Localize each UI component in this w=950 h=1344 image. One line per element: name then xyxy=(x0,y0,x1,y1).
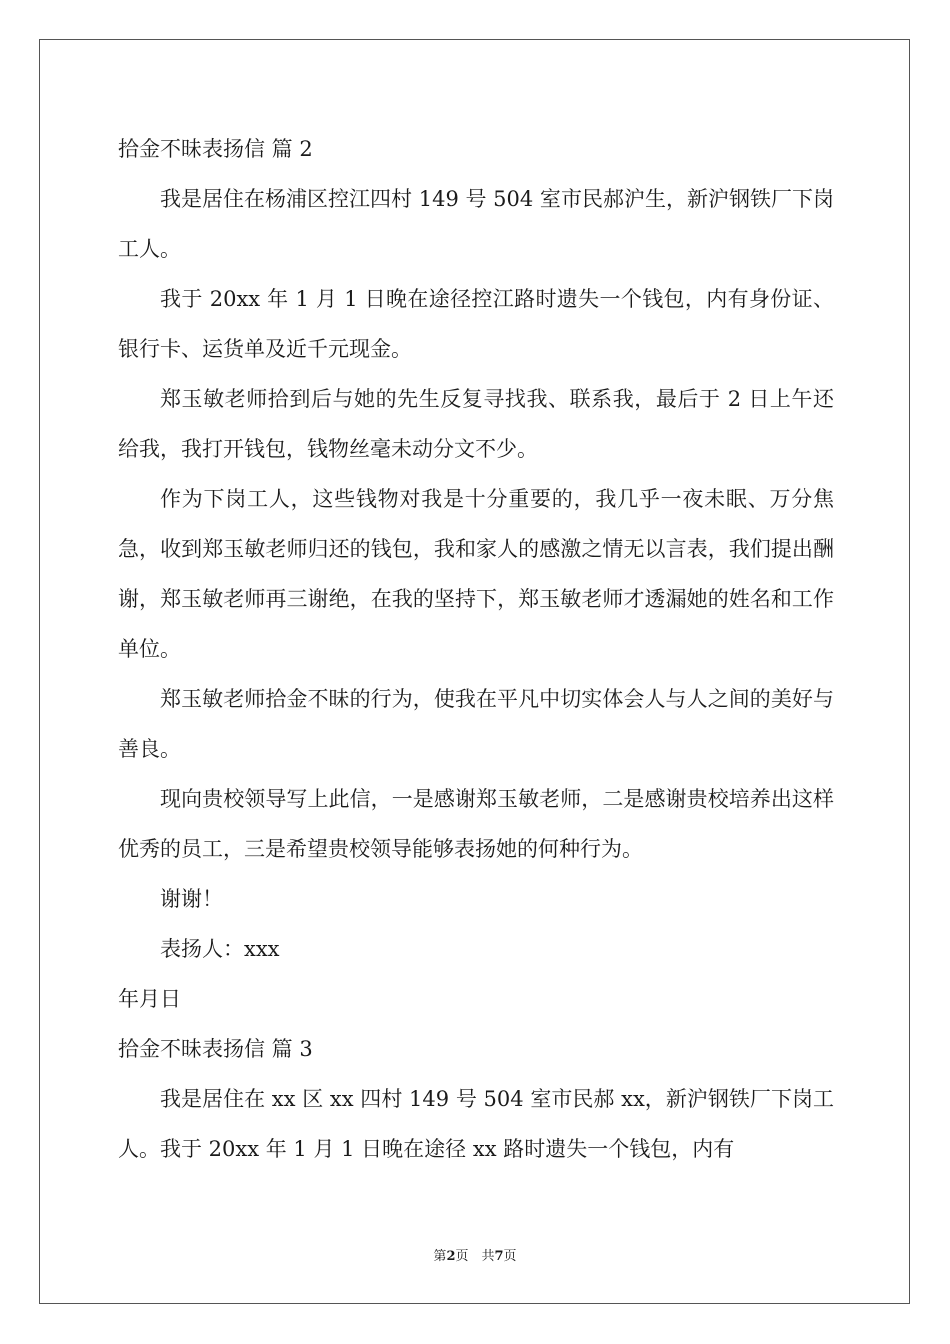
footer-current-page: 2 xyxy=(446,1249,456,1264)
section-3-title: 拾金不昧表扬信 篇 3 xyxy=(118,1037,313,1061)
footer-mid: 页 共 xyxy=(455,1249,495,1264)
section-3-paragraph-1: 我是居住在 xx 区 xx 四村 149 号 504 室市民郝 xx，新沪钢铁厂下岗工人。我于 20xx 年 1 月 1 日晚在途径 xx 路时遗失一个钱包，内有 xyxy=(118,1087,834,1161)
footer-prefix: 第 xyxy=(433,1249,447,1264)
thanks-line: 谢谢！ xyxy=(160,887,223,911)
date-line: 年月日 xyxy=(118,987,181,1011)
document-body xyxy=(118,124,834,1174)
section-2-paragraph-3: 郑玉敏老师拾到后与她的先生反复寻找我、联系我，最后于 2 日上午还给我，我打开钱包，钱物丝毫未动分文不少。 xyxy=(118,387,834,461)
page-number-footer xyxy=(0,1245,950,1264)
section-2-paragraph-5: 郑玉敏老师拾金不昧的行为，使我在平凡中切实体会人与人之间的美好与善良。 xyxy=(118,687,834,761)
section-2-paragraph-4: 作为下岗工人，这些钱物对我是十分重要的，我几乎一夜未眠、万分焦急，收到郑玉敏老师归还的钱包，我和家人的感激之情无以言表，我们提出酬谢，郑玉敏老师再三谢绝，在我的坚持下，郑玉敏老师才透漏她的姓名和工作单位。 xyxy=(118,487,834,661)
signature-line: 表扬人：xxx xyxy=(160,937,280,961)
section-2-paragraph-6: 现向贵校领导写上此信，一是感谢郑玉敏老师，二是感谢贵校培养出这样优秀的员工，三是希望贵校领导能够表扬她的何种行为。 xyxy=(118,787,834,861)
footer-suffix: 页 xyxy=(503,1249,517,1264)
footer-total-pages: 7 xyxy=(494,1249,504,1264)
section-2-title: 拾金不昧表扬信 篇 2 xyxy=(118,137,313,161)
section-2-paragraph-1: 我是居住在杨浦区控江四村 149 号 504 室市民郝沪生，新沪钢铁厂下岗工人。 xyxy=(118,187,834,261)
section-2-paragraph-2: 我于 20xx 年 1 月 1 日晚在途径控江路时遗失一个钱包，内有身份证、银行卡、运货单及近千元现金。 xyxy=(118,287,834,361)
